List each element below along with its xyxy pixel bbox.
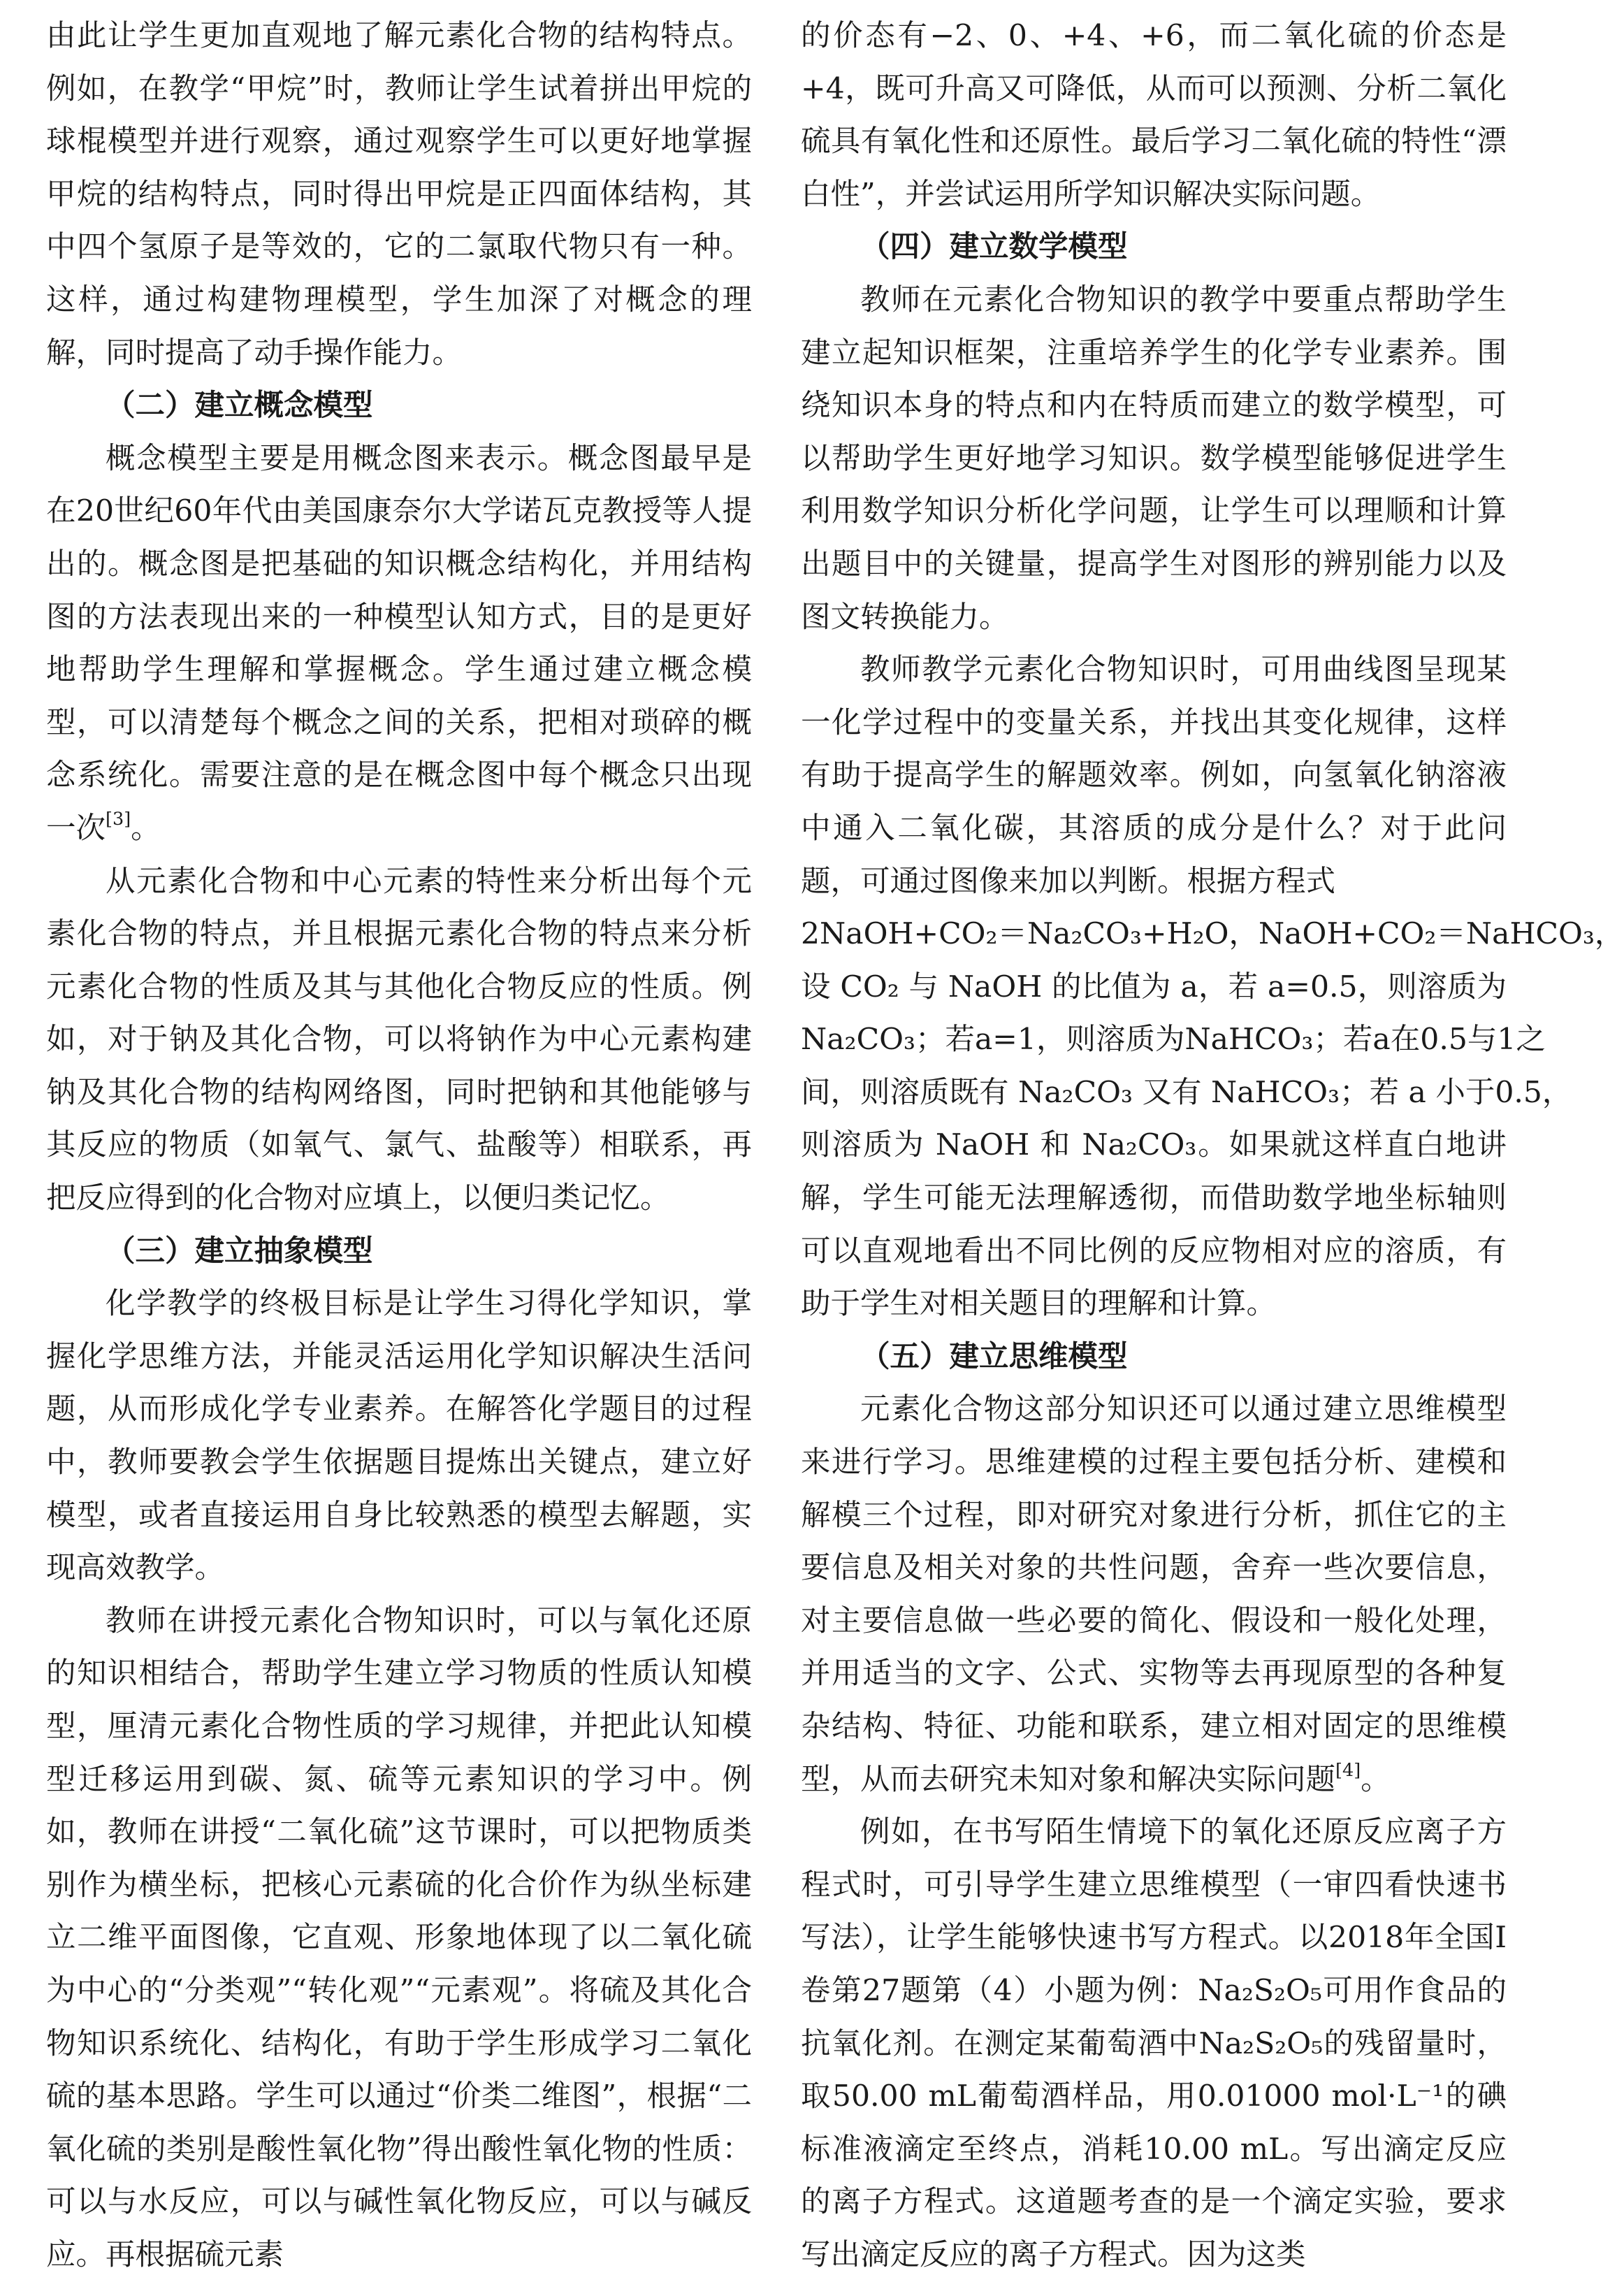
section-heading-thinking-model: （五）建立思维模型 bbox=[860, 1339, 1128, 1374]
paragraph-text: 概念模型主要是用概念图来表示。概念图最早是在20世纪60年代由美国康奈尔大学诺瓦克教授等人提出的。概念图是把基础的知识概念结构化，并用结构图的方法表现出来的一种模型认知方式，目的是更好地帮助学生理解和掌握概念。学生通过建立概念模型，可以清楚每个概念之间的关系，把相对琐碎的概念系统化。需要注意的是在概念图中每个概念只出现一次 bbox=[46, 441, 752, 846]
citation-ref: [4] bbox=[1335, 1759, 1361, 1781]
paragraph: 教师教学元素化合物知识时，可用曲线图呈现某一化学过程中的变量关系，并找出其变化规律，这样有助于提高学生的解题效率。例如，向氢氧化钠溶液中通入二氧化碳，其溶质的成分是什么？对于此问题，可通过图像来加以判断。根据方程式 bbox=[801, 653, 1507, 899]
right-column bbox=[801, 10, 1624, 2282]
paragraph-end: 。 bbox=[1361, 1762, 1391, 1797]
paragraph: 从元素化合物和中心元素的特性来分析出每个元素化合物的特点，并且根据元素化合物的特点来分析元素化合物的性质及其与其他化合物反应的性质。例如，对于钠及其化合物，可以将钠作为中心元素构建钠及其化合物的结构网络图，同时把钠和其他能够与其反应的物质（如氧气、氯气、盐酸等）相联系，再把反应得到的化合物对应填上，以便归类记忆。 bbox=[46, 864, 752, 1216]
paragraph: 由此让学生更加直观地了解元素化合物的结构特点。例如，在教学“甲烷”时，教师让学生试着拼出甲烷的球棍模型并进行观察，通过观察学生可以更好地掌握甲烷的结构特点，同时得出甲烷是正四面体结构，其中四个氢原子是等效的，它的二氯取代物只有一种。这样，通过构建物理模型，学生加深了对概念的理解，同时提高了动手操作能力。 bbox=[46, 19, 752, 370]
paragraph bbox=[46, 433, 752, 855]
left-column bbox=[46, 10, 752, 2282]
paragraph-text: 元素化合物这部分知识还可以通过建立思维模型来进行学习。思维建模的过程主要包括分析、建模和解模三个过程，即对研究对象进行分析，抓住它的主要信息及相关对象的共性问题，舍弃一些次要信息，对主要信息做一些必要的简化、假设和一般化处理，并用适当的文字、公式、实物等去再现原型的各种复杂结构、特征、功能和联系，建立相对固定的思维模型，从而去研究未知对象和解决实际问题 bbox=[801, 1392, 1507, 1797]
paragraph bbox=[801, 1383, 1507, 1806]
paragraph: 教师在元素化合物知识的教学中要重点帮助学生建立起知识框架，注重培养学生的化学专业素养。围绕知识本身的特点和内在特质而建立的数学模型，可以帮助学生更好地学习知识。数学模型能够促进学生利用数学知识分析化学问题，让学生可以理顺和计算出题目中的关键量，提高学生对图形的辨别能力以及图文转换能力。 bbox=[801, 282, 1507, 635]
section-heading-concept-model: （二）建立概念模型 bbox=[106, 389, 373, 424]
section-heading-math-model: （四）建立数学模型 bbox=[860, 230, 1128, 265]
paragraph: 的价态有−2、0、+4、+6，而二氧化硫的价态是+4，既可升高又可降低，从而可以预测、分析二氧化硫具有氧化性和还原性。最后学习二氧化硫的特性“漂白性”，并尝试运用所学知识解决实际问题。 bbox=[801, 19, 1507, 212]
equation-line: 设 CO₂ 与 NaOH 的比值为 a，若 a=0.5，则溶质为 bbox=[801, 969, 1507, 1004]
section-heading-abstract-model: （三）建立抽象模型 bbox=[106, 1234, 373, 1269]
equation-line: 2NaOH+CO₂＝Na₂CO₃+H₂O，NaOH+CO₂＝NaHCO₃， bbox=[801, 917, 1624, 952]
citation-ref: [3] bbox=[106, 808, 131, 830]
paragraph: 则溶质为 NaOH 和 Na₂CO₃。如果就这样直白地讲解，学生可能无法理解透彻，而借助数学地坐标轴则可以直观地看出不同比例的反应物相对应的溶质，有助于学生对相关题目的理解和计算。 bbox=[801, 1128, 1507, 1322]
equation-line: Na₂CO₃；若a=1，则溶质为NaHCO₃；若a在0.5与1之 bbox=[801, 1023, 1546, 1057]
paragraph-end: 。 bbox=[131, 811, 161, 846]
paragraph: 化学教学的终极目标是让学生习得化学知识，掌握化学思维方法，并能灵活运用化学知识解决生活问题，从而形成化学专业素养。在解答化学题目的过程中，教师要教会学生依据题目提炼出关键点，建立好模型，或者直接运用自身比较熟悉的模型去解题，实现高效教学。 bbox=[46, 1287, 752, 1586]
equation-line: 间，则溶质既有 Na₂CO₃ 又有 NaHCO₃；若 a 小于0.5， bbox=[801, 1075, 1572, 1110]
paragraph: 例如，在书写陌生情境下的氧化还原反应离子方程式时，可引导学生建立思维模型（一审四看快速书写法），让学生能够快速书写方程式。以2018年全国Ⅰ卷第27题第（4）小题为例：Na₂S₂O₅可用作食品的抗氧化剂。在测定某葡萄酒中Na₂S₂O₅的残留量时，取50.00 mL葡萄酒样品，用0.01000 mol·L⁻¹的碘标准液滴定至终点，消耗10.00 mL。写出滴定反应的离子方程式。这道题考查的是一个滴定实验，要求写出滴定反应的离子方程式。因为这类 bbox=[801, 1815, 1507, 2272]
paragraph: 教师在讲授元素化合物知识时，可以与氧化还原的知识相结合，帮助学生建立学习物质的性质认知模型，厘清元素化合物性质的学习规律，并把此认知模型迁移运用到碳、氮、硫等元素知识的学习中。例如，教师在讲授“二氧化硫”这节课时，可以把物质类别作为横坐标，把核心元素硫的化合价作为纵坐标建立二维平面图像，它直观、形象地体现了以二氧化硫为中心的“分类观”“转化观”“元素观”。将硫及其化合物知识系统化、结构化，有助于学生形成学习二氧化硫的基本思路。学生可以通过“价类二维图”，根据“二氧化硫的类别是酸性氧化物”得出酸性氧化物的性质：可以与水反应，可以与碱性氧化物反应，可以与碱反应。再根据硫元素 bbox=[46, 1603, 752, 2272]
